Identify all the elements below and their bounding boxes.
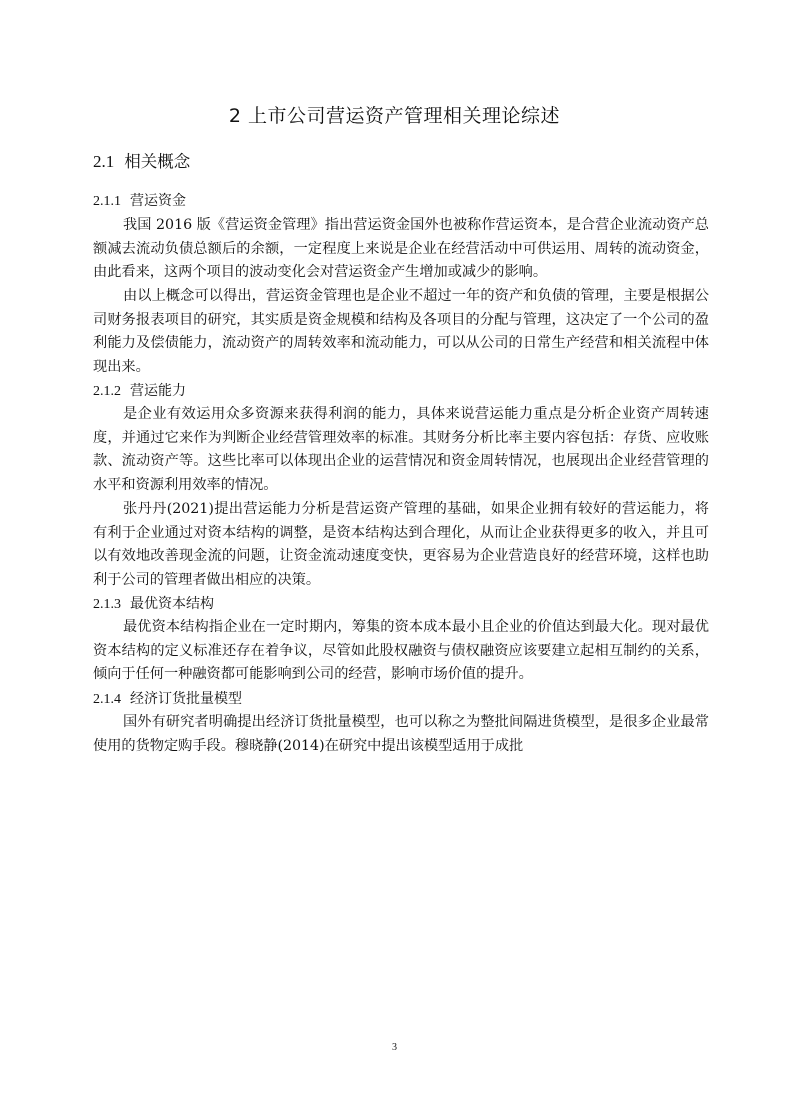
subsection-title: 营运资金 [130,193,186,209]
subsection-number: 2.1.1 [93,194,121,209]
subsection-title: 营运能力 [130,383,186,399]
paragraph: 最优资本结构指企业在一定时期内，筹集的资本成本最小且企业的价值达到最大化。现对最优资本结构的定义标准还存在着争议，尽管如此股权融资与债权融资应该要建立起相互制约的关系，倾向于任何一种融资都可能影响到公司的经营，影响市场价值的提升。 [93,619,709,683]
section-heading [93,148,190,172]
section-number: 2.1 [93,152,115,171]
paragraph: 是企业有效运用众多资源来获得利润的能力，具体来说营运能力重点是分析企业资产周转速度，并通过它来作为判断企业经营管理效率的标准。其财务分析比率主要内容包括：存货、应收账款、流动资产等。这些比率可以体现出企业的运营情况和资金周转情况，也展现出企业经营管理的水平和资源利用效率的情况。 [93,406,709,493]
subsection-number: 2.1.3 [93,597,121,612]
paragraph: 张丹丹(2021)提出营运能力分析是营运资产管理的基础，如果企业拥有较好的营运能力，将有利于企业通过对资本结构的调整，是资本结构达到合理化，从而让企业获得更多的收入，并且可以有效地改善现金流的问题，让资金流动速度变快，更容易为企业营造良好的经营环境，这样也助利于公司的管理者做出相应的决策。 [93,501,709,588]
subsection-heading-2-1-3 [93,593,214,613]
subsection-title: 最优资本结构 [130,596,214,612]
subsection-number: 2.1.2 [93,384,121,399]
chapter-title: 2 上市公司营运资产管理相关理论综述 [228,105,561,127]
subsection-heading-2-1-2 [93,380,186,400]
subsection-title: 经济订货批量模型 [130,691,242,707]
subsection-heading-2-1-4 [93,688,242,708]
subsection-heading-2-1-1 [93,190,186,210]
subsection-number: 2.1.4 [93,692,121,707]
section-title: 相关概念 [124,152,191,171]
page-number: 3 [392,1042,397,1053]
paragraph: 我国 2016 版《营运资金管理》指出营运资金国外也被称作营运资本，是合营企业流动资产总额减去流动负债总额后的余额，一定程度上来说是企业在经营活动中可供运用、周转的流动资金，由此看来，这两个项目的波动变化会对营运资金产生增加或减少的影响。 [93,217,709,281]
paragraph: 由以上概念可以得出，营运资金管理也是企业不超过一年的资产和负债的管理，主要是根据公司财务报表项目的研究，其实质是资金规模和结构及各项目的分配与管理，这决定了一个公司的盈利能力及偿债能力，流动资产的周转效率和流动能力，可以从公司的日常生产经营和相关流程中体现出来。 [93,288,709,375]
paragraph: 国外有研究者明确提出经济订货批量模型，也可以称之为整批间隔进货模型，是很多企业最常使用的货物定购手段。穆晓静(2014)在研究中提出该模型适用于成批 [93,714,709,754]
